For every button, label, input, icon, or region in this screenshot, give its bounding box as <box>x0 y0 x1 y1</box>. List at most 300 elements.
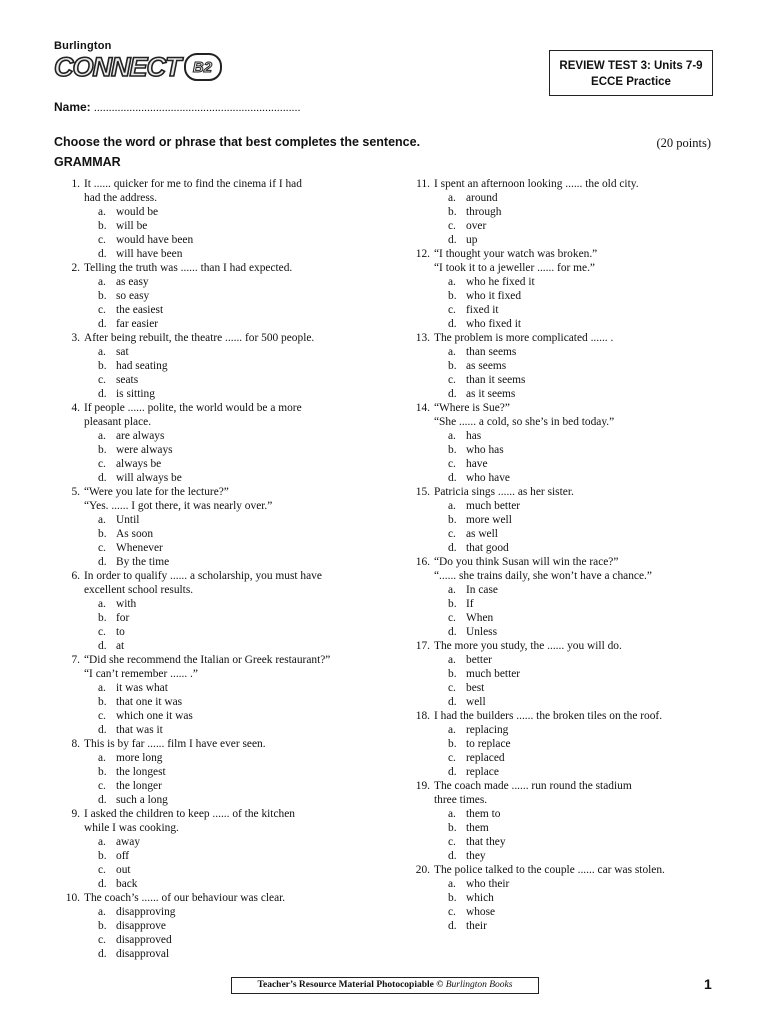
footer-label: Teacher’s Resource Material <box>257 980 374 990</box>
answer-option <box>404 233 724 247</box>
option-text: is sitting <box>116 388 155 400</box>
question-text: In order to qualify ...... a scholarship, you must have <box>84 570 322 582</box>
question-number <box>404 793 430 807</box>
option-letter: c. <box>448 906 456 918</box>
question-number: 14. <box>415 402 430 414</box>
question-item <box>404 779 724 863</box>
option-text: up <box>466 234 478 246</box>
option-letter: d. <box>98 724 107 736</box>
question-number: 8. <box>71 738 80 750</box>
answer-option <box>404 765 724 779</box>
answer-option <box>404 905 724 919</box>
option-text: Unless <box>466 626 498 638</box>
option-text: more well <box>466 514 512 526</box>
option-text: fixed it <box>466 304 499 316</box>
option-text: the easiest <box>116 304 164 316</box>
question-text: “Do you think Susan will win the race?” <box>434 556 619 568</box>
option-text: sat <box>116 346 129 358</box>
question-item <box>54 401 394 485</box>
answer-option <box>404 303 724 317</box>
answer-option <box>54 765 394 779</box>
option-letter: b. <box>98 766 107 778</box>
answer-option <box>54 835 394 849</box>
question-text: After being rebuilt, the theatre ...... for 500 people. <box>84 332 315 344</box>
option-text: disapproving <box>116 906 176 918</box>
option-letter: c. <box>448 374 456 386</box>
option-text: will have been <box>116 248 183 260</box>
option-letter: b. <box>448 514 457 526</box>
answer-option <box>54 779 394 793</box>
option-letter: a. <box>98 430 106 442</box>
question-text: “Did she recommend the Italian or Greek restaurant?” <box>84 654 331 666</box>
option-text: would be <box>116 206 159 218</box>
answer-option <box>404 499 724 513</box>
question-number <box>54 415 80 429</box>
answer-option <box>404 849 724 863</box>
option-text: Whenever <box>116 542 163 554</box>
option-letter: d. <box>448 696 457 708</box>
answer-option <box>54 919 394 933</box>
question-item <box>54 485 394 569</box>
question-number: 18. <box>415 710 430 722</box>
answer-option <box>54 541 394 555</box>
option-letter: d. <box>98 794 107 806</box>
option-text: the longest <box>116 766 166 778</box>
option-letter: c. <box>98 458 106 470</box>
question-item <box>404 401 724 485</box>
option-text: than seems <box>466 346 517 358</box>
option-letter: d. <box>448 920 457 932</box>
answer-option <box>54 611 394 625</box>
option-text: had seating <box>116 360 168 372</box>
question-number: 7. <box>71 654 80 666</box>
option-text: replacing <box>466 724 509 736</box>
option-letter: b. <box>448 290 457 302</box>
option-letter: d. <box>448 234 457 246</box>
option-text: have <box>466 458 488 470</box>
option-text: who have <box>466 472 510 484</box>
option-text: which one it was <box>116 710 193 722</box>
option-letter: d. <box>98 878 107 890</box>
option-text: always be <box>116 458 162 470</box>
option-letter: a. <box>98 514 106 526</box>
option-text: to <box>116 626 125 638</box>
question-text: This is by far ...... film I have ever seen. <box>84 738 266 750</box>
question-number: 9. <box>71 808 80 820</box>
option-letter: d. <box>448 542 457 554</box>
question-number: 19. <box>415 780 430 792</box>
option-text: who it fixed <box>466 290 522 302</box>
option-letter: d. <box>98 318 107 330</box>
question-item <box>404 709 724 779</box>
question-number <box>404 569 430 583</box>
option-text: that one it was <box>116 696 183 708</box>
option-letter: a. <box>98 206 106 218</box>
option-text: the longer <box>116 780 162 792</box>
option-text: for <box>116 612 130 624</box>
option-letter: b. <box>98 696 107 708</box>
option-letter: d. <box>98 248 107 260</box>
question-text: had the address. <box>84 192 158 204</box>
answer-option <box>54 373 394 387</box>
question-number: 17. <box>415 640 430 652</box>
option-text: off <box>116 850 130 862</box>
option-text: were always <box>116 444 173 456</box>
option-text: replaced <box>466 752 505 764</box>
option-letter: c. <box>98 626 106 638</box>
question-number: 13. <box>415 332 430 344</box>
answer-option <box>54 723 394 737</box>
option-letter: c. <box>98 934 106 946</box>
question-number: 16. <box>415 556 430 568</box>
option-text: If <box>466 598 474 610</box>
option-text: more long <box>116 752 163 764</box>
option-text: has <box>466 430 482 442</box>
option-letter: c. <box>98 780 106 792</box>
question-text: I had the builders ...... the broken tiles on the roof. <box>434 710 663 722</box>
section-title: GRAMMAR <box>54 155 121 169</box>
answer-option <box>54 849 394 863</box>
questions-column-left <box>54 177 394 961</box>
option-text: it was what <box>116 682 168 694</box>
answer-option <box>54 513 394 527</box>
option-letter: a. <box>448 584 456 596</box>
option-letter: c. <box>448 220 456 232</box>
answer-option <box>404 695 724 709</box>
answer-option <box>404 667 724 681</box>
option-text: well <box>466 696 486 708</box>
question-text: pleasant place. <box>84 416 152 428</box>
option-text: much better <box>466 668 521 680</box>
option-letter: d. <box>98 556 107 568</box>
option-text: who he fixed it <box>466 276 535 288</box>
option-letter: c. <box>448 458 456 470</box>
question-item <box>54 177 394 261</box>
option-letter: c. <box>98 864 106 876</box>
question-text: three times. <box>434 794 488 806</box>
option-letter: d. <box>448 766 457 778</box>
option-letter: b. <box>448 822 457 834</box>
option-letter: b. <box>98 612 107 624</box>
question-text: The coach’s ...... of our behaviour was clear. <box>84 892 286 904</box>
answer-option <box>404 737 724 751</box>
answer-option <box>404 471 724 485</box>
question-text: “...... she trains daily, she won’t have a chance.” <box>434 570 652 582</box>
option-letter: b. <box>448 668 457 680</box>
option-letter: c. <box>448 528 456 540</box>
option-letter: a. <box>98 906 106 918</box>
option-letter: c. <box>98 304 106 316</box>
question-number <box>54 499 80 513</box>
question-item <box>404 555 724 639</box>
answer-option <box>54 695 394 709</box>
answer-option <box>54 877 394 891</box>
option-text: back <box>116 878 138 890</box>
option-letter: c. <box>98 710 106 722</box>
option-letter: c. <box>448 304 456 316</box>
question-number: 5. <box>71 486 80 498</box>
answer-option <box>404 359 724 373</box>
option-letter: b. <box>98 220 107 232</box>
answer-option <box>54 289 394 303</box>
question-number: 10. <box>65 892 80 904</box>
option-letter: b. <box>448 598 457 610</box>
question-number: 11. <box>416 178 430 190</box>
brand-wordmark: CONNECT <box>54 52 181 82</box>
answer-option <box>404 919 724 933</box>
option-letter: a. <box>448 500 456 512</box>
option-text: When <box>466 612 494 624</box>
name-label: Name: <box>54 100 91 114</box>
option-letter: d. <box>448 388 457 400</box>
option-letter: d. <box>448 850 457 862</box>
answer-option <box>404 877 724 891</box>
question-text: “Yes. ...... I got there, it was nearly over.” <box>84 500 273 512</box>
question-text: I asked the children to keep ...... of the kitchen <box>84 808 295 820</box>
answer-option <box>404 723 724 737</box>
option-text: as seems <box>466 360 507 372</box>
option-text: which <box>466 892 494 904</box>
option-text: as well <box>466 528 498 540</box>
question-number: 3. <box>71 332 80 344</box>
option-text: disapprove <box>116 920 166 932</box>
test-title: REVIEW TEST 3: Units 7-9 <box>559 60 703 72</box>
level-badge: B2 <box>184 53 222 81</box>
question-item <box>54 331 394 401</box>
option-letter: b. <box>448 892 457 904</box>
option-letter: d. <box>98 388 107 400</box>
answer-option <box>404 205 724 219</box>
question-item <box>54 807 394 891</box>
option-letter: a. <box>448 808 456 820</box>
option-text: at <box>116 640 125 652</box>
option-letter: b. <box>448 206 457 218</box>
answer-option <box>404 583 724 597</box>
option-text: better <box>466 654 492 666</box>
question-text: “I took it to a jeweller ...... for me.” <box>434 262 595 274</box>
answer-option <box>404 219 724 233</box>
question-text: The police talked to the couple ...... car was stolen. <box>434 864 665 876</box>
answer-option <box>54 275 394 289</box>
option-letter: b. <box>448 444 457 456</box>
points-label: (20 points) <box>656 136 711 150</box>
option-letter: b. <box>98 290 107 302</box>
question-text: excellent school results. <box>84 584 194 596</box>
question-number: 1. <box>71 178 80 190</box>
question-text: It ...... quicker for me to find the cinema if I had <box>84 178 302 190</box>
answer-option <box>404 821 724 835</box>
question-text: The more you study, the ...... you will do. <box>434 640 622 652</box>
option-letter: a. <box>448 276 456 288</box>
answer-option <box>404 751 724 765</box>
question-item <box>54 891 394 961</box>
answer-option <box>54 527 394 541</box>
question-number: 4. <box>71 402 80 414</box>
option-letter: b. <box>448 360 457 372</box>
answer-option <box>404 653 724 667</box>
option-text: replace <box>466 766 499 778</box>
question-number: 12. <box>415 248 430 260</box>
answer-option <box>404 807 724 821</box>
option-letter: d. <box>448 626 457 638</box>
option-letter: b. <box>98 850 107 862</box>
option-text: much better <box>466 500 521 512</box>
question-item <box>404 863 724 933</box>
answer-option <box>54 387 394 401</box>
test-title-box <box>549 50 713 96</box>
option-text: who their <box>466 878 510 890</box>
option-text: will always be <box>116 472 182 484</box>
option-text: are always <box>116 430 165 442</box>
option-letter: d. <box>448 318 457 330</box>
footer-publisher: Burlington Books <box>445 980 513 990</box>
answer-option <box>404 443 724 457</box>
option-letter: a. <box>98 346 106 358</box>
option-text: that good <box>466 542 509 554</box>
option-letter: a. <box>98 598 106 610</box>
option-text: their <box>466 920 487 932</box>
option-text: who fixed it <box>466 318 522 330</box>
option-text: away <box>116 836 141 848</box>
answer-option <box>54 443 394 457</box>
answer-option <box>404 891 724 905</box>
option-text: as it seems <box>466 388 516 400</box>
option-text: whose <box>466 906 496 918</box>
answer-option <box>54 947 394 961</box>
answer-option <box>54 219 394 233</box>
option-letter: b. <box>98 360 107 372</box>
answer-option <box>404 373 724 387</box>
option-text: disapproved <box>116 934 172 946</box>
answer-option <box>404 597 724 611</box>
option-letter: d. <box>98 640 107 652</box>
question-item <box>54 261 394 331</box>
option-text: as easy <box>116 276 149 288</box>
option-text: would have been <box>116 234 194 246</box>
answer-option <box>404 191 724 205</box>
option-letter: a. <box>98 752 106 764</box>
question-item <box>404 177 724 247</box>
option-letter: a. <box>98 836 106 848</box>
option-letter: c. <box>98 542 106 554</box>
answer-option <box>404 513 724 527</box>
question-item <box>404 331 724 401</box>
answer-option <box>54 709 394 723</box>
option-letter: a. <box>448 878 456 890</box>
question-item <box>54 569 394 653</box>
option-letter: b. <box>448 738 457 750</box>
option-text: will be <box>116 220 148 232</box>
questions-column-right <box>404 177 724 933</box>
option-text: far easier <box>116 318 159 330</box>
answer-option <box>404 541 724 555</box>
option-text: seats <box>116 374 139 386</box>
option-letter: a. <box>98 682 106 694</box>
question-number <box>54 821 80 835</box>
question-number <box>404 261 430 275</box>
answer-option <box>404 345 724 359</box>
question-item <box>54 653 394 737</box>
answer-option <box>54 555 394 569</box>
question-item <box>404 485 724 555</box>
question-number <box>54 583 80 597</box>
option-letter: c. <box>98 374 106 386</box>
question-text: “Where is Sue?” <box>434 402 510 414</box>
answer-option <box>54 681 394 695</box>
option-text: they <box>466 850 486 862</box>
option-text: over <box>466 220 487 232</box>
option-letter: d. <box>98 948 107 960</box>
answer-option <box>54 625 394 639</box>
answer-option <box>54 905 394 919</box>
instructions: Choose the word or phrase that best completes the sentence. <box>54 135 421 149</box>
option-text: around <box>466 192 498 204</box>
answer-option <box>54 345 394 359</box>
question-number: 15. <box>415 486 430 498</box>
answer-option <box>54 247 394 261</box>
option-text: them <box>466 822 489 834</box>
option-letter: a. <box>448 346 456 358</box>
question-item <box>404 639 724 709</box>
option-text: that they <box>466 836 506 848</box>
question-text: “I thought your watch was broken.” <box>434 248 598 260</box>
footer-credit <box>231 977 539 994</box>
option-text: to replace <box>466 738 511 750</box>
option-letter: b. <box>98 528 107 540</box>
test-subtitle: ECCE Practice <box>591 76 671 88</box>
option-letter: a. <box>448 654 456 666</box>
option-letter: d. <box>448 472 457 484</box>
answer-option <box>404 457 724 471</box>
option-text: that was it <box>116 724 163 736</box>
answer-option <box>54 471 394 485</box>
option-text: them to <box>466 808 501 820</box>
answer-option <box>54 233 394 247</box>
name-blank: ...................................................................... <box>94 102 301 114</box>
option-text: Until <box>116 514 140 526</box>
answer-option <box>54 751 394 765</box>
option-letter: c. <box>448 612 456 624</box>
option-text: In case <box>466 584 498 596</box>
footer-photocopiable: Photocopiable © <box>376 980 444 990</box>
question-number: 2. <box>71 262 80 274</box>
option-letter: c. <box>448 752 456 764</box>
option-letter: b. <box>98 444 107 456</box>
answer-option <box>54 793 394 807</box>
answer-option <box>54 639 394 653</box>
question-number <box>404 415 430 429</box>
answer-option <box>404 275 724 289</box>
answer-option <box>54 863 394 877</box>
option-text: than it seems <box>466 374 526 386</box>
answer-option <box>404 625 724 639</box>
question-text: “I can’t remember ...... .” <box>84 668 198 680</box>
question-text: while I was cooking. <box>84 822 179 834</box>
option-letter: a. <box>98 276 106 288</box>
question-text: “She ...... a cold, so she’s in bed today.” <box>434 416 615 428</box>
option-letter: d. <box>98 472 107 484</box>
option-letter: a. <box>448 430 456 442</box>
question-item <box>404 247 724 331</box>
answer-option <box>54 933 394 947</box>
answer-option <box>54 303 394 317</box>
option-text: out <box>116 864 131 876</box>
answer-option <box>404 527 724 541</box>
question-text: The problem is more complicated ...... . <box>434 332 614 344</box>
option-letter: a. <box>448 724 456 736</box>
question-number: 20. <box>415 864 430 876</box>
option-text: who has <box>466 444 504 456</box>
